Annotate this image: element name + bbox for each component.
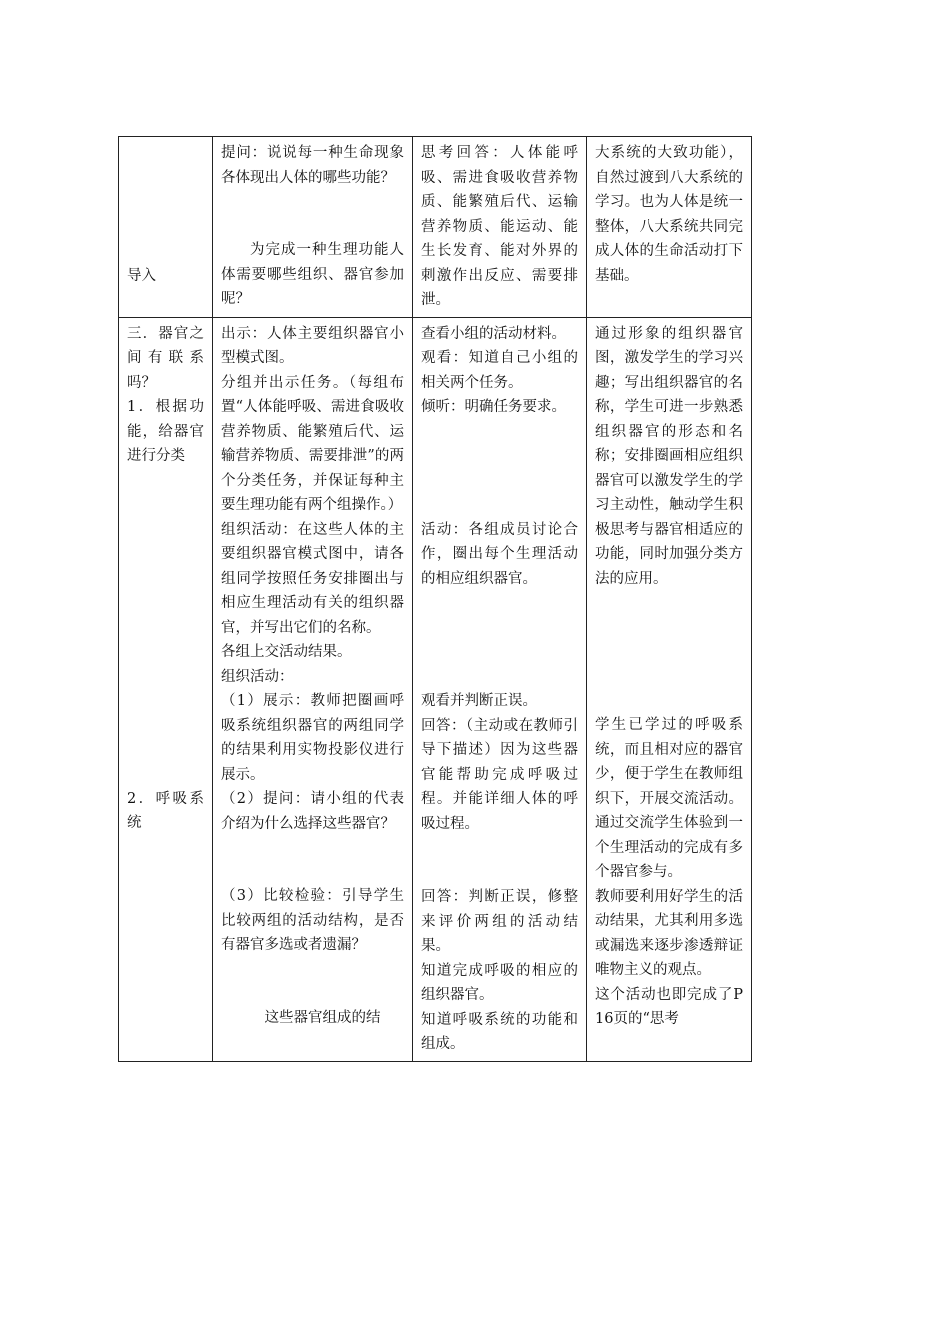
- stage-cell: [119, 317, 213, 1061]
- teacher-text: 分组并出示任务。（每组布置“人体能呼吸、需进食吸收营养物质、能繁殖后代、运输营养物质、需要排泄”的两个分类任务，并保证每种主要生理功能有两个组操作。）: [221, 374, 404, 513]
- table-row: [119, 137, 752, 318]
- student-text: 回答：判断正误，修整来评价两组的活动结果。: [421, 889, 578, 954]
- stage-label: 2．呼吸系统: [127, 790, 204, 831]
- teacher-text: 为完成一种生理功能人体需要哪些组织、器官参加呢？: [221, 242, 404, 307]
- design-intent-cell: [587, 317, 752, 1061]
- intent-text: 通过形象的组织器官图，激发学生的学习兴趣；写出组织器官的名称，学生可进一步熟悉组织器官的形态和名称；安排圈画相应组织器官可以激发学生的学习主动性，触动学生积极思考与器官相适应的功能，同时加强分类方法的应用。: [595, 325, 743, 587]
- teacher-activity-cell: [213, 137, 413, 318]
- intent-text: 学生已学过的呼吸系统，而且相对应的器官少，便于学生在教师组织下，开展交流活动。通过交流学生体验到一个生理活动的完成有多个器官参与。: [595, 717, 743, 880]
- design-intent-cell: [587, 137, 752, 318]
- teacher-text: 组织活动：在这些人体的主要组织器官模式图中，请各组同学按照任务安排圈出与相应生理活动有关的组织器官，并写出它们的名称。: [221, 521, 404, 636]
- student-text: 观看：知道自己小组的相关两个任务。: [421, 350, 578, 391]
- stage-label: 1．根据功能，给器官进行分类: [127, 399, 204, 464]
- student-activity-cell: [413, 137, 587, 318]
- teacher-text: （3）比较检验：引导学生比较两组的活动结构，是否有器官多选或者遗漏？: [221, 888, 404, 953]
- stage-cell: [119, 137, 213, 318]
- student-text: 观看并判断正误。: [421, 693, 537, 709]
- student-text: 知道呼吸系统的功能和组成。: [421, 1011, 578, 1052]
- student-text: 回答：（主动或在教师引导下描述）因为这些器官能帮助完成呼吸过程。并能详细人体的呼吸过程。: [421, 717, 578, 832]
- student-text: 查看小组的活动材料。: [421, 325, 566, 342]
- intent-text: 这个活动也即完成了P16页的“思考: [595, 986, 743, 1027]
- teacher-activity-cell: [213, 317, 413, 1061]
- student-text: 思考回答：人体能呼吸、需进食吸收营养物质、能繁殖后代、运输营养物质、能运动、能生长发育、能对外界的刺激作出反应、需要排泄。: [421, 145, 578, 308]
- teacher-text: （2）提问：请小组的代表介绍为什么选择这些器官？: [221, 791, 404, 832]
- table-row: [119, 317, 752, 1061]
- student-text: 活动：各组成员讨论合作，圈出每个生理活动的相应组织器官。: [421, 521, 578, 587]
- intent-text: 教师要利用好学生的活动结果，尤其利用多选或漏选来逐步渗透辩证唯物主义的观点。: [595, 888, 743, 978]
- teacher-text: 出示：人体主要组织器官小型模式图。: [221, 325, 404, 366]
- teacher-text: 组织活动：: [221, 668, 294, 685]
- teacher-text: 各组上交活动结果。: [221, 644, 352, 660]
- stage-label: 三．器官之间有联系吗？: [127, 325, 204, 391]
- student-activity-cell: [413, 317, 587, 1061]
- intent-text: 大系统的大致功能），自然过渡到八大系统的学习。也为人体是统一整体，八大系统共同完成人体的生命活动打下基础。: [595, 145, 743, 284]
- teacher-text: （1）展示：教师把圈画呼吸系统组织器官的两组同学的结果利用实物投影仪进行展示。: [221, 693, 404, 783]
- student-text: 倾听：明确任务要求。: [421, 399, 566, 415]
- student-text: 知道完成呼吸的相应的组织器官。: [421, 962, 578, 1003]
- teacher-text: 这些器官组成的结: [264, 1009, 381, 1026]
- stage-label: 导入: [127, 268, 156, 284]
- lesson-plan-table: [118, 136, 752, 1062]
- teacher-text: 提问：说说每一种生命现象各体现出人体的哪些功能？: [221, 145, 404, 186]
